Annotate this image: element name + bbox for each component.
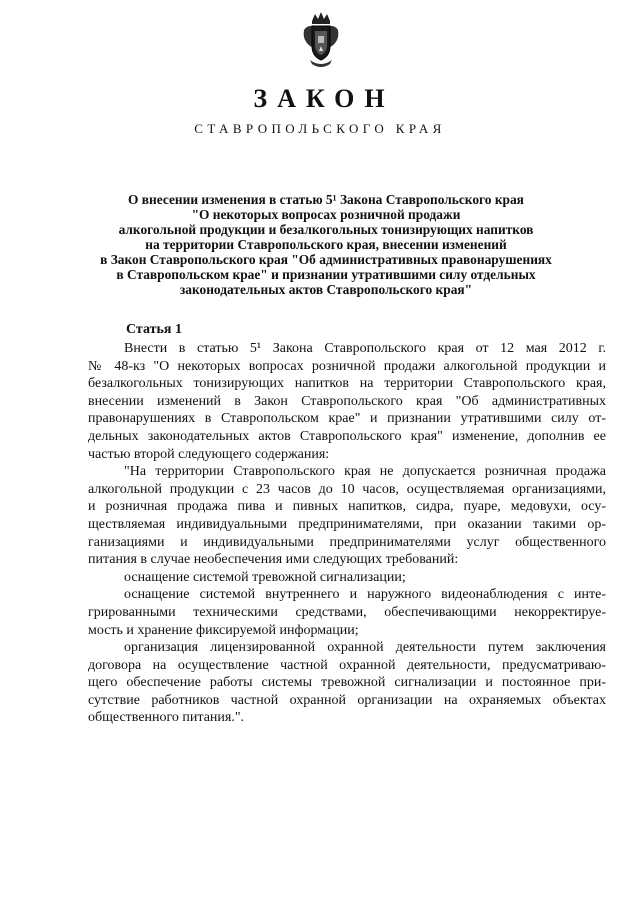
body-line: оснащение системой тревожной сигнализации; xyxy=(124,569,406,585)
law-title: ЗАКОН xyxy=(253,84,395,113)
body-line: мость и хранение фиксируемой информации; xyxy=(88,622,359,638)
body-line: алкогольной продукции с 23 часов до 10 часов, осуществляемая организациями, xyxy=(88,481,606,497)
body-line: сутствие работников частной охранной организации на охраняемых объектах xyxy=(88,692,606,708)
body-line: правонарушениях в Ставропольском крае" и признании утратившими силу от- xyxy=(88,411,606,427)
body-line: ганизациями и индивидуальными предпринимателями услуг общественного xyxy=(88,534,606,550)
body-line: внесении изменений в Закон Ставропольского края "Об административных xyxy=(88,393,606,409)
heading-line: в Закон Ставропольского края "Об административных правонарушениях xyxy=(100,252,552,267)
body-line: оснащение системой внутреннего и наружного видеонаблюдения с инте- xyxy=(124,587,606,603)
article-label: Статья 1 xyxy=(126,322,182,337)
law-heading xyxy=(70,192,582,297)
heading-line: О внесении изменения в статью 5¹ Закона Ставропольского края xyxy=(128,192,524,207)
body-line: и розничная продажа пива и пивных напитков, сидра, пуаре, медовухи, осу- xyxy=(88,499,606,515)
body-line: питания в случае необеспечения ими следующих требований: xyxy=(88,552,459,568)
body-line: общественного питания.". xyxy=(88,710,245,726)
body-line: частью второй следующего содержания: xyxy=(88,446,330,462)
heading-line: на территории Ставропольского края, внесении изменений xyxy=(145,237,507,252)
article-body xyxy=(88,340,606,727)
region-name: СТАВРОПОЛЬСКОГО КРАЯ xyxy=(194,121,446,136)
body-line: Внести в статью 5¹ Закона Ставропольского края от 12 мая 2012 г. xyxy=(124,341,606,356)
body-line: № 48-кз "О некоторых вопросах розничной продажи алкогольной продукции и xyxy=(88,358,606,374)
heading-line: "О некоторых вопросах розничной продажи xyxy=(191,207,461,222)
body-line: дельных законодательных актов Ставропольского края" изменение, дополнив ее xyxy=(88,428,606,444)
coat-of-arms-emblem xyxy=(300,10,342,70)
heading-line: алкогольной продукции и безалкогольных тонизирующих напитков xyxy=(118,222,534,237)
body-line: "На территории Ставропольского края не допускается розничная продажа xyxy=(124,464,606,480)
heading-line: законодательных актов Ставропольского края" xyxy=(179,282,473,297)
body-line: безалкогольных тонизирующих напитков на территории Ставропольского края, xyxy=(88,376,606,392)
body-line: договора на осуществление частной охранной деятельности, предусматриваю- xyxy=(88,657,606,673)
body-line: щего обеспечение работы системы тревожной сигнализации и постоянное при- xyxy=(88,675,606,691)
body-line: грированными техническими средствами, обеспечивающими некорректируе- xyxy=(88,604,606,620)
body-line: ществляемая индивидуальными предпринимателями, при оказании такими ор- xyxy=(88,516,606,532)
heading-line: в Ставропольском крае" и признании утратившими силу отдельных xyxy=(116,267,536,282)
body-line: организация лицензированной охранной деятельности путем заключения xyxy=(124,640,606,656)
